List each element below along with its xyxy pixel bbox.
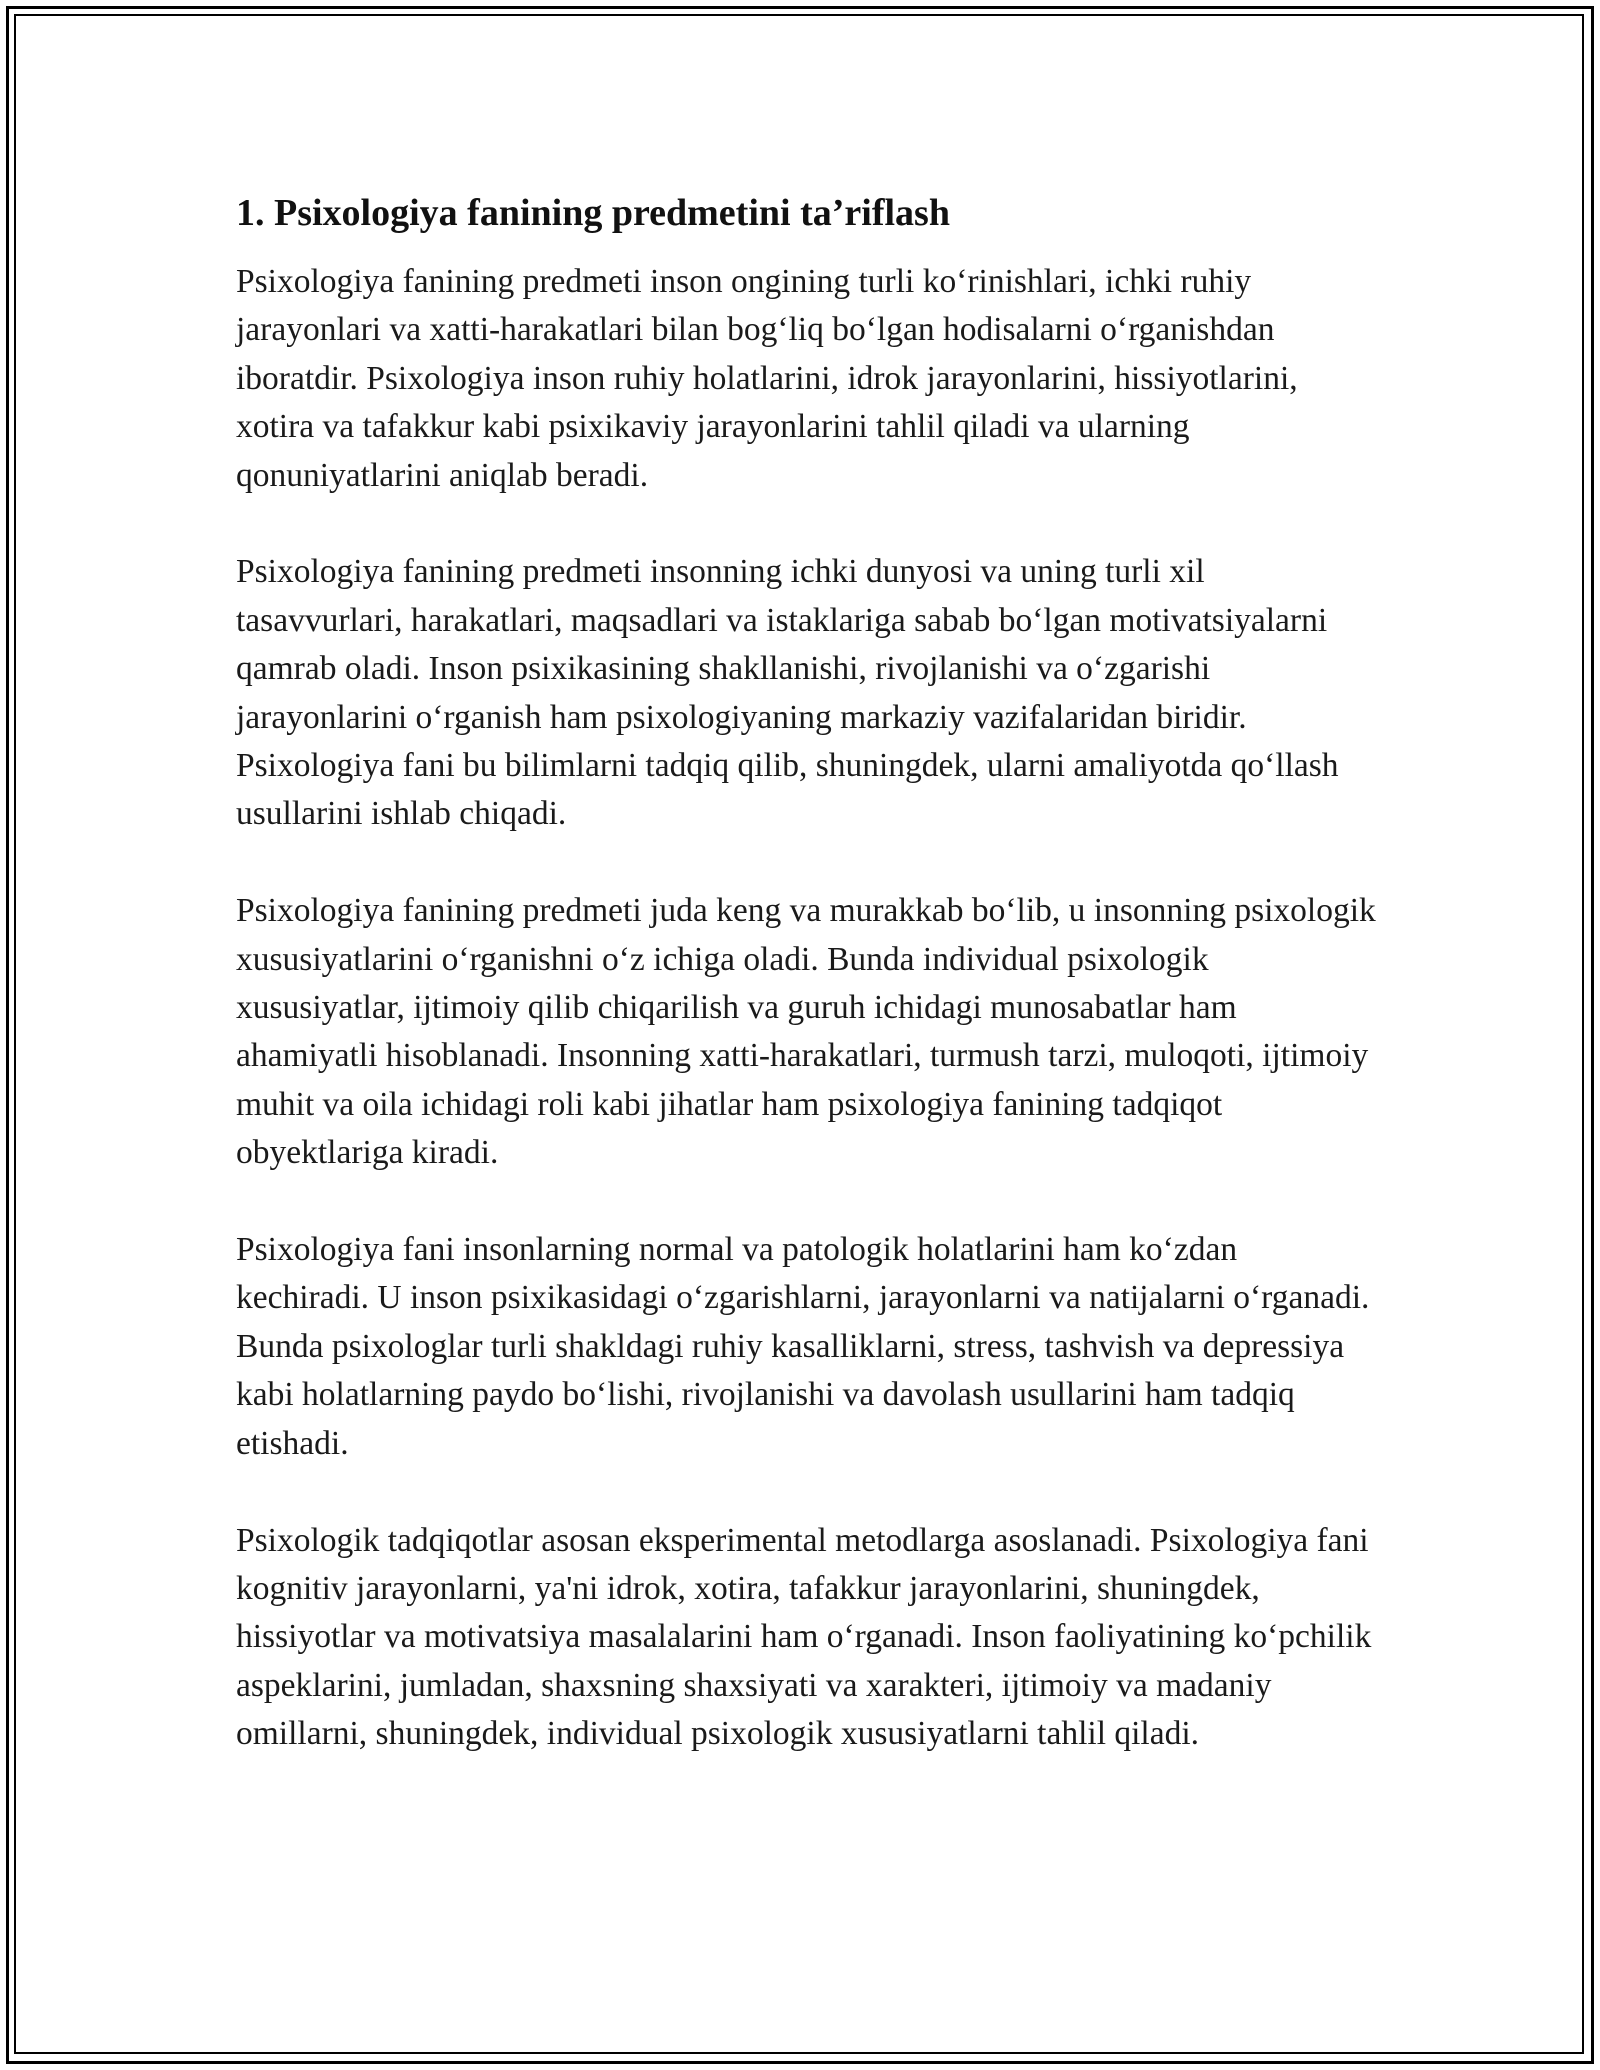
paragraph-4: Psixologiya fani insonlarning normal va patologik holatlarini ham ko‘zdan kechiradi. U inson psixikasidagi o‘zgarishlarni, jarayonlarni va natijalarni o‘rganadi. Bunda psixologlar turli shakldagi ruhiy kasalliklarni, stress, tashvish va depressiya kabi holatlarning paydo bo‘lishi, rivojlanishi va davolash usullarini ham tadqiq etishadi. xyxy=(236,1231,1370,1462)
document-body xyxy=(236,186,1376,1759)
paragraph-2: Psixologiya fanining predmeti insonning ichki dunyosi va uning turli xil tasavvurlari, harakatlari, maqsadlari va istaklariga sabab bo‘lgan motivatsiyalarni qamrab oladi. Inson psixikasining shakllanishi, rivojlanishi va o‘zgarishi jarayonlarini o‘rganish ham psixologiyaning markaziy vazifalaridan biridir. Psixologiya fani bu bilimlarni tadqiq qilib, shuningdek, ularni amaliyotda qo‘llash usullarini ishlab chiqadi. xyxy=(236,553,1339,833)
paragraph-5: Psixologik tadqiqotlar asosan eksperimental metodlarga asoslanadi. Psixologiya fani kognitiv jarayonlarni, ya'ni idrok, xotira, tafakkur jarayonlarini, shuningdek, hissiyotlar va motivatsiya masalalarini ham o‘rganadi. Inson faoliyatining ko‘pchilik aspeklarini, jumladan, shaxsning shaxsiyati va xarakteri, ijtimoiy va madaniy omillarni, shuningdek, individual psixologik xususiyatlarni tahlil qiladi. xyxy=(236,1521,1372,1753)
paragraph-3: Psixologiya fanining predmeti juda keng va murakkab bo‘lib, u insonning psixologik xususiyatlarini o‘rganishni o‘z ichiga oladi. Bunda individual psixologik xususiyatlar, ijtimoiy qilib chiqarilish va guruh ichidagi munosabatlar ham ahamiyatli hisoblanadi. Insonning xatti-harakatlari, turmush tarzi, muloqoti, ijtimoiy muhit va oila ichidagi roli kabi jihatlar ham psixologiya fanining tadqiqot obyektlariga kiradi. xyxy=(236,892,1376,1172)
paragraph-1: Psixologiya fanining predmeti inson ongining turli ko‘rinishlari, ichki ruhiy jarayonlari va xatti-harakatlari bilan bog‘liq bo‘lgan hodisalarni o‘rganishdan iboratdir. Psixologiya inson ruhiy holatlarini, idrok jarayonlarini, hissiyotlarini, xotira va tafakkur kabi psixikaviy jarayonlarini tahlil qiladi va ularning qonuniyatlarini aniqlab beradi. xyxy=(236,263,1298,494)
section-heading: 1. Psixologiya fanining predmetini ta’riflash xyxy=(236,192,950,234)
